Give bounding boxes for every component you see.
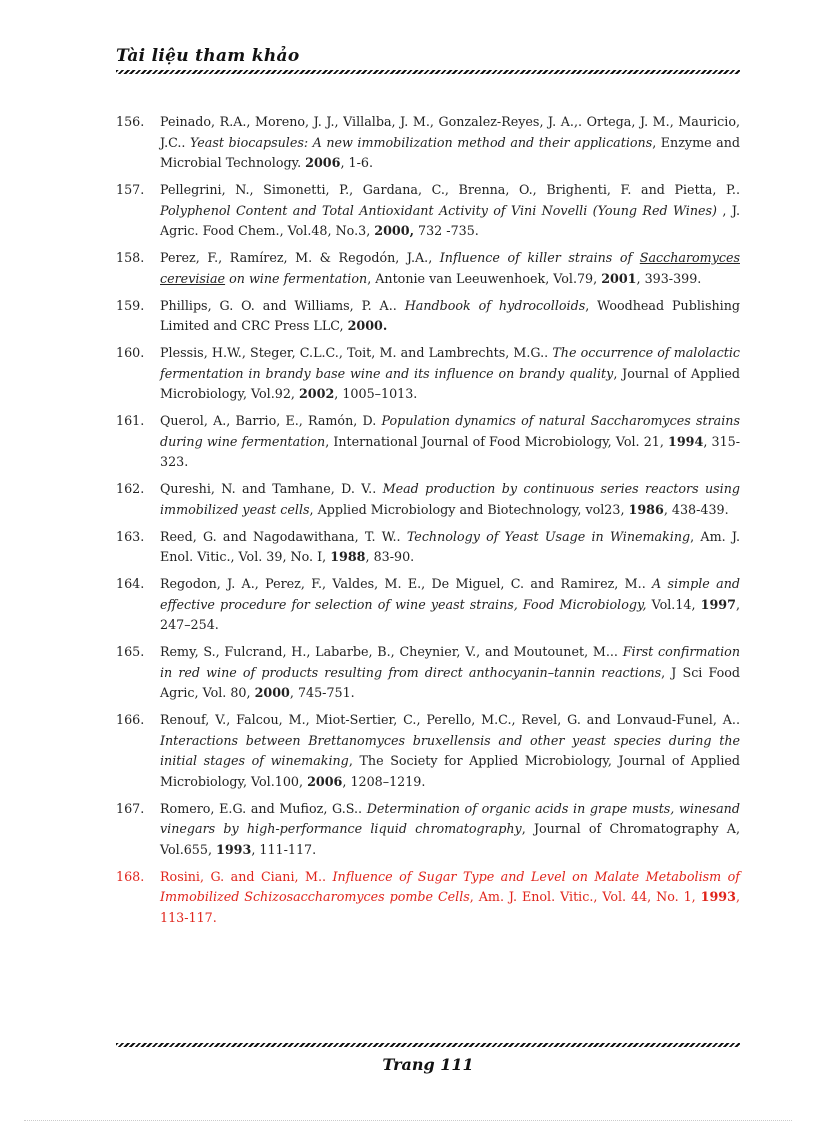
reference-segment: , 83-90.	[365, 549, 415, 564]
reference-segment: , 1005–1013.	[334, 386, 418, 401]
reference-item	[116, 479, 740, 520]
reference-number: 159.	[116, 297, 145, 313]
header-divider	[116, 70, 740, 74]
reference-segment: , 393-399.	[636, 270, 702, 286]
reference-segment: Peinado, R.A., Moreno, J. J., Villalba, J. M., Gonzalez-Reyes, J. A.,. Ortega, J. M., Mauricio, J.C..	[160, 114, 740, 150]
page-number: Trang 111	[382, 1055, 474, 1074]
reference-text	[160, 296, 740, 337]
reference-segment: Reed, G. and Nagodawithana, T. W..	[160, 528, 407, 544]
reference-item	[116, 574, 740, 636]
reference-segment: , The Society for Applied Microbiology, Journal of Applied Microbiology, Vol.100,	[160, 753, 741, 789]
reference-segment: 2006	[307, 773, 343, 789]
reference-segment: Population dynamics of natural Saccharomyces strains during wine fermentation	[160, 413, 740, 449]
reference-segment: 1988	[330, 549, 366, 564]
reference-segment: , International Journal of Food Microbiology, Vol. 21,	[325, 433, 669, 449]
reference-segment: , Am. J. Enol. Vitic., Vol. 39, No. I,	[160, 528, 740, 564]
reference-segment: Interactions between Brettanomyces bruxellensis and other yeast species during the initial stages of winemaking	[160, 732, 740, 768]
reference-segment: Qureshi, N. and Tamhane, D. V..	[160, 481, 383, 496]
reference-segment: Influence of Sugar Type and Level on Malate Metabolism of Immobilized Schizosaccharomyces pombe Cells	[160, 868, 740, 904]
reference-segment: Querol, A., Barrio, E., Ramón, D.	[160, 413, 382, 428]
reference-number: 160.	[116, 345, 145, 360]
reference-text	[160, 867, 740, 929]
reference-number: 166.	[116, 712, 145, 727]
reference-segment: Handbook of hydrocolloids	[404, 297, 586, 313]
reference-item	[116, 296, 740, 337]
reference-segment: , J. Agric. Food Chem., Vol.48, No.3,	[160, 202, 740, 238]
reference-item	[116, 642, 740, 704]
reference-item	[116, 248, 740, 289]
reference-text	[160, 112, 740, 174]
reference-segment: on wine fermentation	[225, 270, 368, 286]
reference-segment: , Am. J. Enol. Vitic., Vol. 44, No. 1,	[469, 889, 701, 904]
reference-number: 156.	[116, 114, 145, 129]
reference-segment: Remy, S., Fulcrand, H., Labarbe, B., Cheynier, V., and Moutounet, M...	[160, 644, 623, 659]
reference-segment: , Woodhead Publishing Limited and CRC Press LLC,	[160, 297, 741, 333]
reference-number: 164.	[116, 576, 145, 591]
reference-segment: , 315-323.	[160, 433, 741, 469]
reference-segment: 2001	[601, 270, 637, 286]
reference-item	[116, 799, 740, 861]
reference-segment: 1993	[700, 889, 736, 904]
reference-text	[160, 642, 740, 704]
reference-segment: 1993	[216, 841, 252, 857]
page-bottom-edge	[24, 1120, 792, 1121]
reference-number: 158.	[116, 250, 145, 265]
reference-segment: 732 -735.	[414, 223, 479, 238]
reference-text	[160, 248, 740, 289]
reference-segment: Renouf, V., Falcou, M., Miot-Sertier, C., Perello, M.C., Revel, G. and Lonvaud-Funel, A..	[160, 712, 740, 727]
reference-segment: 1997	[700, 596, 736, 612]
reference-segment: Plessis, H.W., Steger, C.L.C., Toit, M. and Lambrechts, M.G..	[160, 345, 553, 360]
reference-text	[160, 479, 740, 520]
footer-divider	[116, 1043, 740, 1047]
reference-segment: Rosini, G. and Ciani, M..	[160, 868, 333, 884]
reference-number: 168.	[116, 868, 145, 884]
reference-segment: A simple and effective procedure for selection of wine yeast strains, Food Microbiology,	[160, 576, 740, 612]
reference-segment: , 113-117.	[160, 889, 740, 925]
reference-segment: , 1-6.	[340, 155, 373, 170]
reference-segment: Regodon, J. A., Perez, F., Valdes, M. E., De Miguel, C. and Ramirez, M..	[160, 576, 653, 591]
reference-text	[160, 343, 740, 405]
reference-item	[116, 112, 740, 174]
reference-text	[160, 574, 740, 636]
reference-item	[116, 180, 740, 242]
reference-segment: 1994	[668, 433, 704, 449]
reference-segment: , Applied Microbiology and Biotechnology, vol23,	[309, 501, 629, 517]
reference-number: 162.	[116, 481, 145, 496]
reference-text	[160, 710, 740, 792]
reference-number: 163.	[116, 528, 145, 544]
reference-item	[116, 710, 740, 792]
reference-number: 157.	[116, 182, 145, 197]
reference-text	[160, 799, 740, 861]
reference-segment: 1986	[628, 501, 664, 517]
reference-segment: 2000,	[374, 223, 414, 238]
reference-segment: Polyphenol Content and Total Antioxidant Activity of Vini Novelli (Young Red Wines)	[160, 202, 718, 218]
page-header	[116, 46, 740, 66]
reference-segment: Vol.14,	[646, 596, 701, 612]
reference-segment: , J Sci Food Agric, Vol. 80,	[160, 664, 740, 700]
reference-segment: , 745-751.	[289, 685, 355, 700]
reference-segment: , 247–254.	[160, 596, 740, 632]
reference-number: 167.	[116, 800, 145, 816]
reference-segment: , 438-439.	[663, 501, 729, 517]
reference-text	[160, 180, 740, 242]
reference-segment: Yeast biocapsules: A new immobilization method and their applications	[190, 134, 653, 150]
reference-segment: Perez, F., Ramírez, M. & Regodón, J.A.,	[160, 250, 440, 265]
reference-segment: The occurrence of malolactic fermentation in brandy base wine and its influence on brandy quality	[160, 345, 740, 381]
reference-segment: , Antonie van Leeuwenhoek, Vol.79,	[367, 270, 602, 286]
reference-segment: Pellegrini, N., Simonetti, P., Gardana, C., Brenna, O., Brighenti, F. and Pietta, P..	[160, 182, 740, 197]
reference-text	[160, 527, 740, 568]
reference-segment: Technology of Yeast Usage in Winemaking	[406, 528, 691, 544]
reference-item	[116, 343, 740, 405]
reference-segment: Determination of organic acids in grape musts, winesand vinegars by high-performance liquid chromatography	[160, 800, 740, 836]
reference-segment: Influence of killer strains of	[439, 250, 640, 265]
reference-number: 165.	[116, 644, 145, 659]
reference-segment: 2000	[254, 685, 290, 700]
reference-segment: , 1208–1219.	[342, 773, 426, 789]
page-footer	[116, 1043, 740, 1074]
reference-segment: 2002	[298, 386, 335, 401]
reference-list	[116, 112, 740, 935]
reference-item	[116, 527, 740, 568]
reference-segment: Romero, E.G. and Mufioz, G.S..	[160, 800, 367, 816]
reference-segment: Saccharomyces cerevisiae	[160, 250, 740, 286]
reference-item	[116, 411, 740, 473]
header-title: Tài liệu tham khảo	[116, 46, 300, 66]
reference-segment: Mead production by continuous series reactors using immobilized yeast cells	[160, 481, 740, 517]
reference-segment: , Journal of Chromatography A, Vol.655,	[160, 821, 740, 857]
reference-segment: 2006	[305, 155, 341, 170]
reference-segment: 2000.	[347, 318, 388, 333]
reference-segment: , 111-117.	[251, 841, 317, 857]
reference-segment: , Enzyme and Microbial Technology.	[160, 134, 740, 170]
reference-text	[160, 411, 740, 473]
reference-item	[116, 867, 740, 929]
reference-segment: , Journal of Applied Microbiology, Vol.92,	[160, 365, 741, 401]
reference-segment: First confirmation in red wine of products resulting from direct anthocyanin–tannin reactions	[160, 644, 740, 680]
reference-segment: Phillips, G. O. and Williams, P. A..	[160, 297, 405, 313]
reference-number: 161.	[116, 413, 145, 428]
